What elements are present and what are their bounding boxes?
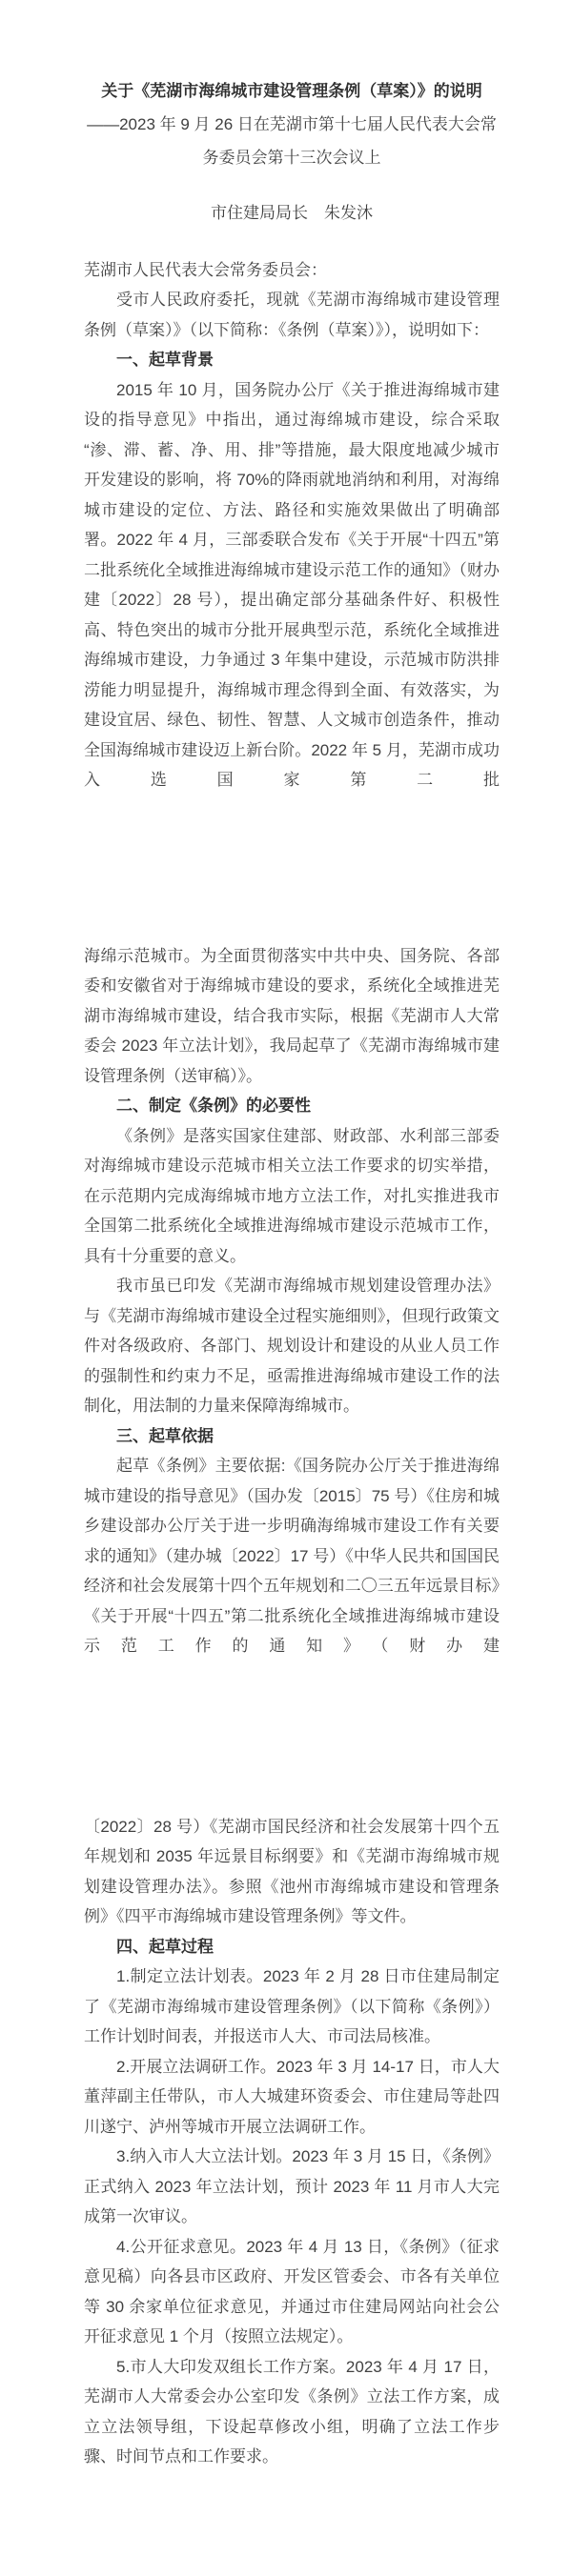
page-1 <box>84 255 500 795</box>
section-heading-2: 二、制定《条例》的必要性 <box>116 1097 311 1115</box>
necessity-paragraph-2: 我市虽已印发《芜湖市海绵城市规划建设管理办法》与《芜湖市海绵城市建设全过程实施细则》，但现行政策文件对各级政府、各部门、规划设计和建设的从业人员工作的强制性和约束力不足，亟需推进海绵城市建设工作的法制化，用法制的力量来保障海绵城市。 <box>84 1277 500 1415</box>
page-subtitle: ——2023 年 9 月 26 日在芜湖市第十七届人民代表大会常务委员会第十三次会议上 <box>87 115 497 167</box>
necessity-paragraph-1: 《条例》是落实国家住建部、财政部、水利部三部委对海绵城市建设示范城市相关立法工作要求的切实举措，在示范期内完成海绵城市地方立法工作，对扎实推进我市全国第二批系统化全域推进海绵城市建设示范城市工作，具有十分重要的意义。 <box>84 1126 500 1265</box>
process-item-1: 1.制定立法计划表。2023 年 2 月 28 日市住建局制定了《芜湖市海绵城市建设管理条例》（以下简称《条例》）工作计划时间表，并报送市人大、市司法局核准。 <box>84 1967 500 2045</box>
process-item-3: 3.纳入市人大立法计划。2023 年 3 月 15 日，《条例》正式纳入 2023 年立法计划，预计 2023 年 11 月市人大完成第一次审议。 <box>84 2147 500 2225</box>
process-item-4: 4.公开征求意见。2023 年 4 月 13 日，《条例》（征求意见稿）向各县市区政府、开发区管委会、市各有关单位等 30 余家单位征求意见，并通过市住建局网站向社会公开征求意见 1 个月（按照立法规定）。 <box>84 2237 500 2345</box>
section-heading-1: 一、起草背景 <box>116 351 214 369</box>
process-item-2: 2.开展立法调研工作。2023 年 3 月 14-17 日，市人大董萍副主任带队，市人大城建环资委会、市住建局等赴四川遂宁、泸州等城市开展立法调研工作。 <box>84 2057 500 2136</box>
page-3 <box>84 1812 500 2576</box>
page-2 <box>84 941 500 1661</box>
presenter-line: 市住建局局长 朱发沐 <box>211 204 373 222</box>
salutation: 芜湖市人民代表大会常务委员会： <box>84 260 327 279</box>
intro-paragraph: 受市人民政府委托，现就《芜湖市海绵城市建设管理条例（草案）》（以下简称：《条例（草案）》），说明如下： <box>84 291 500 339</box>
section-heading-4: 四、起草过程 <box>116 1937 214 1956</box>
background-paragraph: 2015 年 10 月，国务院办公厅《关于推进海绵城市建设的指导意见》中指出，通过海绵城市建设，综合采取“渗、滞、蓄、净、用、排”等措施，最大限度地减少城市开发建设的影响，将 70%的降雨就地消纳和利用，对海绵城市建设的定位、方法、路径和实施效果做出了明确部署。2022 年 4 月，三部委联合发布《关于开展“十四五”第二批系统化全域推进海绵城市建设示范工作的通知》（财办建〔2022〕28 号），提出确定部分基础条件好、积极性高、特色突出的城市分批开展典型示范，系统化全域推进海绵城市建设，力争通过 3 年集中建设，示范城市防洪排涝能力明显提升，海绵城市理念得到全面、有效落实，为建设宜居、绿色、韧性、智慧、人文城市创造条件，推动全国海绵城市建设迈上新台阶。2022 年 5 月，芜湖市成功入选国家第二批 <box>84 380 500 789</box>
basis-paragraph-continued: 〔2022〕28 号）《芜湖市国民经济和社会发展第十四个五年规划和 2035 年远景目标纲要》和《芜湖市海绵城市规划建设管理办法》。参照《池州市海绵城市建设和管理条例》《四平市海绵城市建设管理条例》等文件。 <box>84 1817 500 1925</box>
page-title: 关于《芜湖市海绵城市建设管理条例（草案）》的说明 <box>101 82 482 100</box>
page-break-gap-1 <box>84 795 500 941</box>
page-break-gap-2 <box>84 1661 500 1812</box>
basis-paragraph: 起草《条例》主要依据:《国务院办公厅关于推进海绵城市建设的指导意见》（国办发〔2015〕75 号）《住房和城乡建设部办公厅关于进一步明确海绵城市建设工作有关要求的通知》（建办城〔2022〕17 号）《中华人民共和国国民经济和社会发展第十四个五年规划和二〇三五年远景目标》《关于开展“十四五”第二批系统化全域推进海绵城市建设示范工作的通知》（财办建 <box>84 1457 500 1655</box>
document-header <box>84 74 500 229</box>
process-item-5: 5.市人大印发双组长工作方案。2023 年 4 月 17 日，芜湖市人大常委会办公室印发《条例》立法工作方案，成立立法领导组，下设起草修改小组，明确了立法工作步骤、时间节点和工作要求。 <box>84 2357 500 2465</box>
background-paragraph-continued: 海绵示范城市。为全面贯彻落实中共中央、国务院、各部委和安徽省对于海绵城市建设的要求，系统化全域推进芜湖市海绵城市建设，结合我市实际，根据《芜湖市人大常委会 2023 年立法计划》，我局起草了《芜湖市海绵城市建设管理条例（送审稿）》。 <box>84 946 500 1085</box>
section-heading-3: 三、起草依据 <box>116 1426 214 1445</box>
